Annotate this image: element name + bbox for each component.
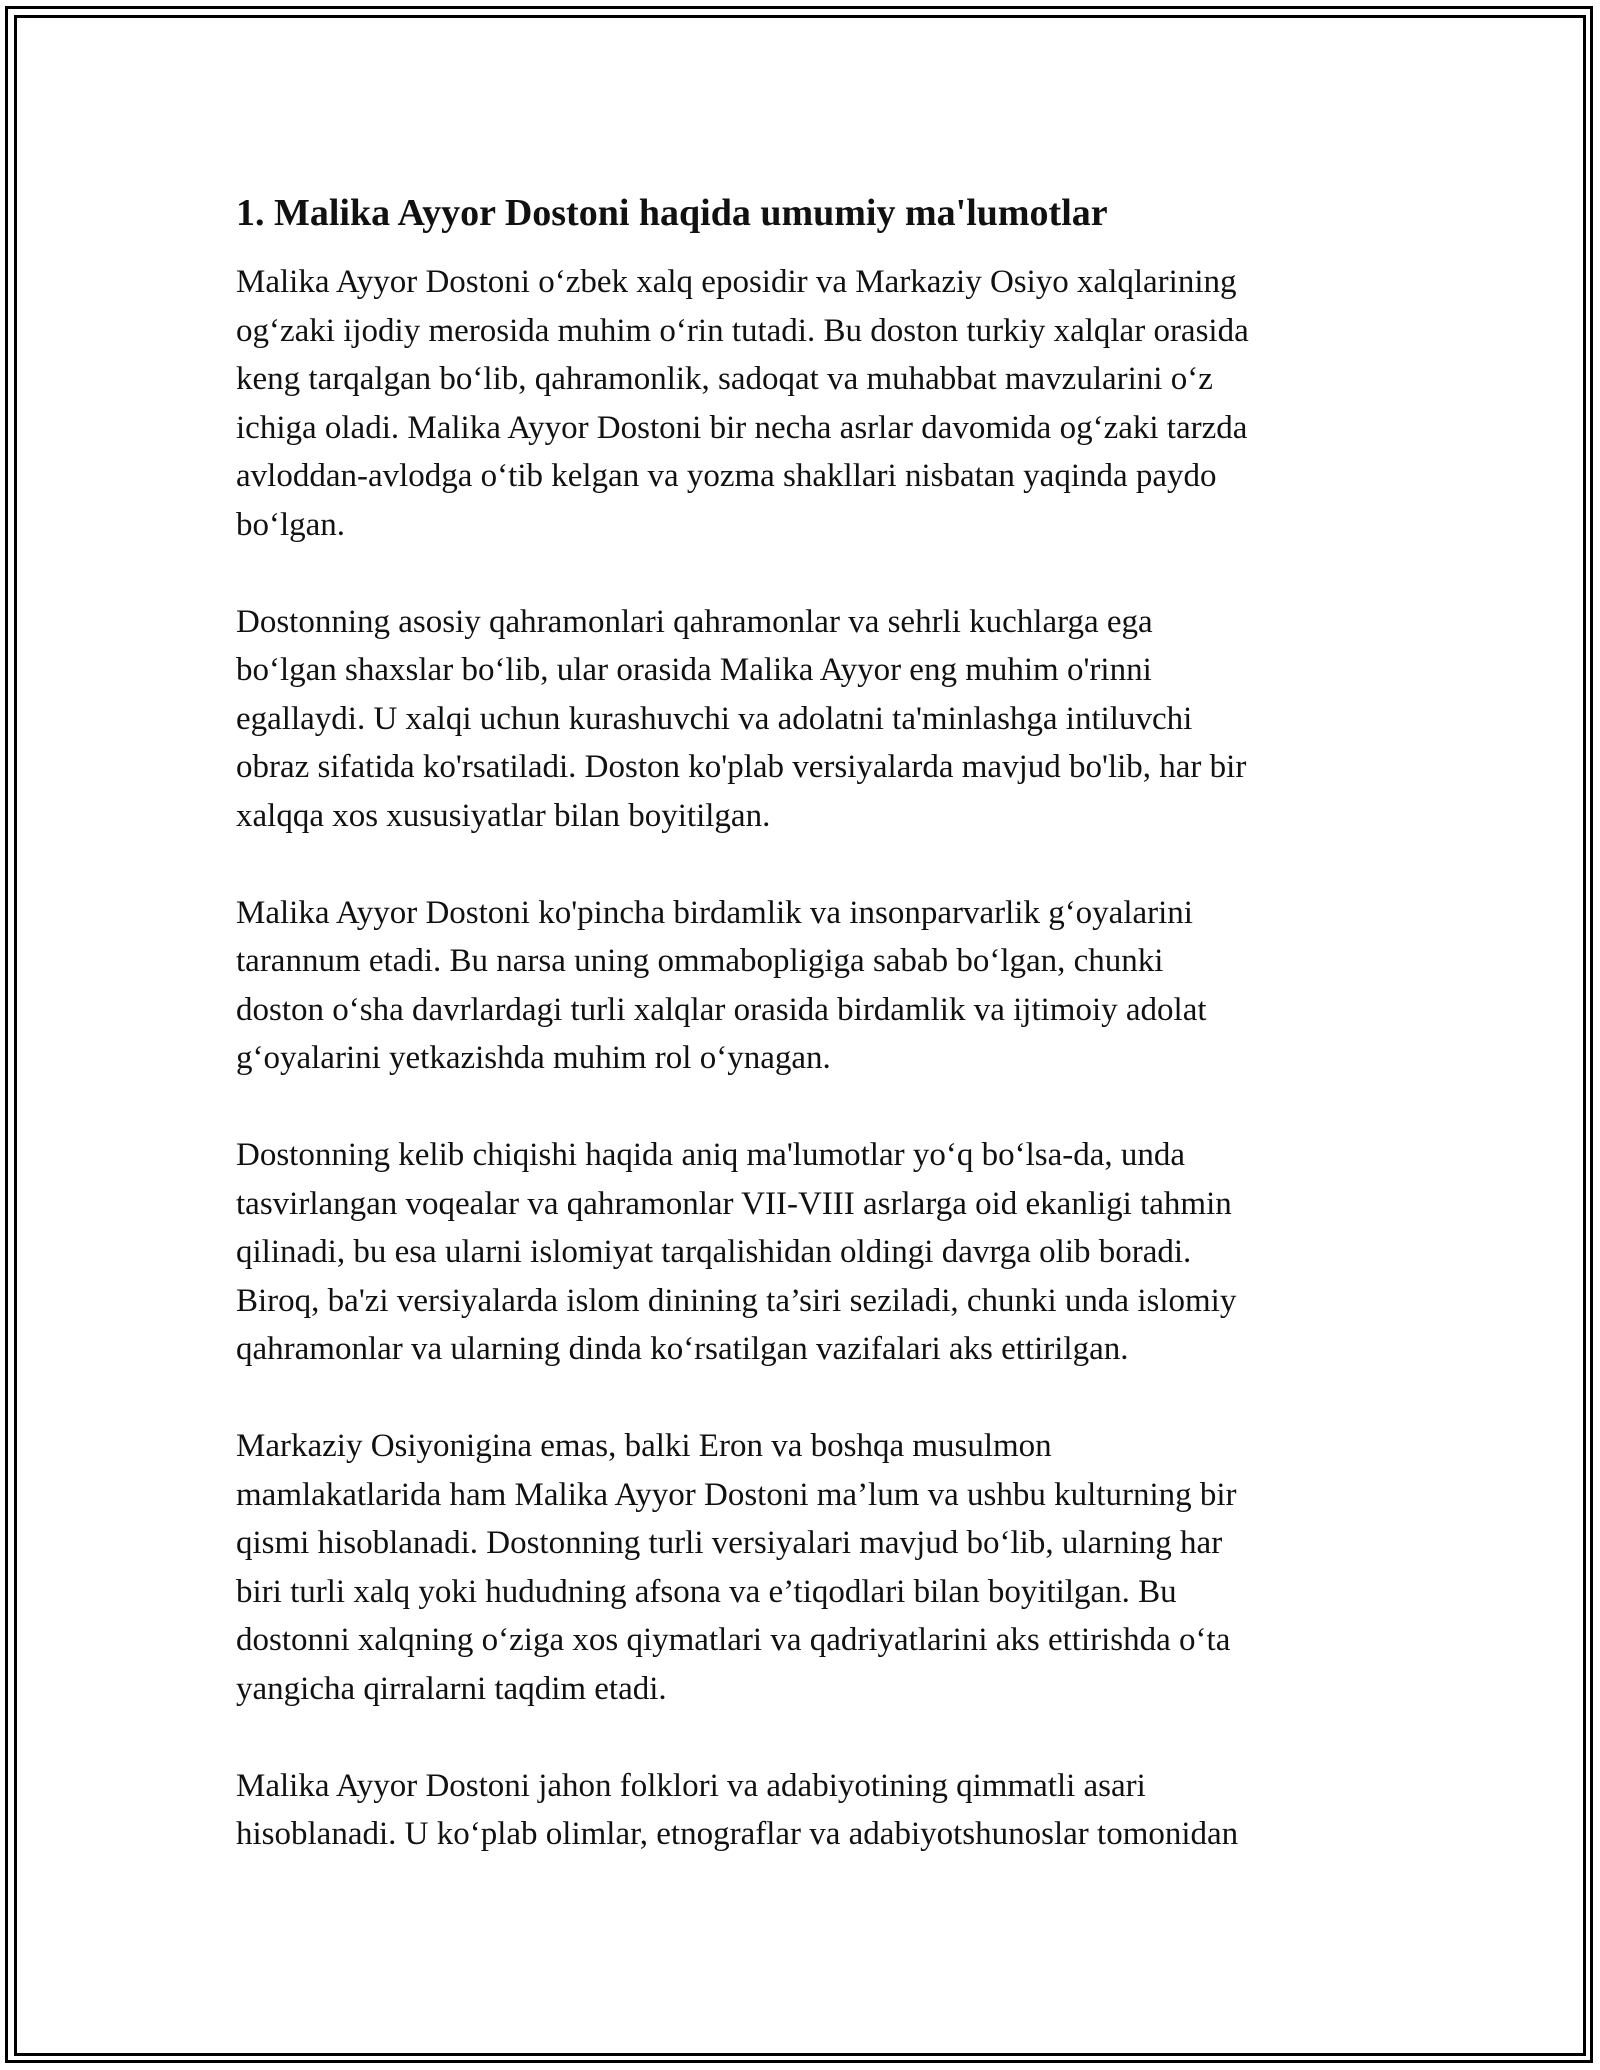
text-line: mamlakatlarida ham Malika Ayyor Dostoni ma’lum va ushbu kulturning bir [236,1476,1237,1513]
paragraph [236,1422,1376,1713]
text-line: hisoblanadi. U ko‘plab olimlar, etnograflar va adabiyotshunoslar tomonidan [236,1816,1239,1852]
text-line: Malika Ayyor Dostoni o‘zbek xalq eposidir va Markaziy Osiyo xalqlarining [236,264,1237,300]
text-line: avloddan-avlodga o‘tib kelgan va yozma shakllari nisbatan yaqinda paydo [236,458,1217,494]
text-line: Dostonning kelib chiqishi haqida aniq ma'lumotlar yo‘q bo‘lsa-da, unda [236,1137,1186,1173]
text-line: ichiga oladi. Malika Ayyor Dostoni bir necha asrlar davomida og‘zaki tarzda [236,409,1248,446]
text-line: g‘oyalarini yetkazishda muhim rol o‘ynagan. [236,1040,831,1076]
text-line: Markaziy Osiyonigina emas, balki Eron va boshqa musulmon [236,1428,1052,1464]
text-line: egallaydi. U xalqi uchun kurashuvchi va adolatni ta'minlashga intiluvchi [236,700,1193,737]
text-line: og‘zaki ijodiy merosida muhim o‘rin tutadi. Bu doston turkiy xalqlar orasida [236,312,1249,349]
text-line: Biroq, ba'zi versiyalarda islom dinining ta’siri seziladi, chunki unda islomiy [236,1282,1237,1319]
text-line: Malika Ayyor Dostoni ko'pincha birdamlik va insonparvarlik g‘oyalarini [236,894,1193,931]
text-line: obraz sifatida ko'rsatiladi. Doston ko'plab versiyalarda mavjud bo'lib, har bir [236,749,1247,785]
text-line: bo‘lgan shaxslar bo‘lib, ular orasida Malika Ayyor eng muhim o'rinni [236,652,1152,688]
paragraph [236,598,1376,841]
document-body [236,188,1376,1907]
text-line: qilinadi, bu esa ularni islomiyat tarqalishidan oldingi davrga olib boradi. [236,1234,1192,1270]
text-line: Dostonning asosiy qahramonlari qahramonlar va sehrli kuchlarga ega [236,603,1153,640]
text-line: tarannum etadi. Bu narsa uning ommabopligiga sabab bo‘lgan, chunki [236,943,1164,979]
section-heading: 1. Malika Ayyor Dostoni haqida umumiy ma'lumotlar [236,192,1108,234]
paragraph [236,258,1376,549]
paragraph [236,1762,1376,1859]
text-line: keng tarqalgan bo‘lib, qahramonlik, sadoqat va muhabbat mavzularini o‘z [236,361,1213,397]
text-line: tasvirlangan voqealar va qahramonlar VII-VIII asrlarga oid ekanligi tahmin [236,1185,1232,1222]
text-line: dostonni xalqning o‘ziga xos qiymatlari va qadriyatlarini aks ettirishda o‘ta [236,1622,1231,1658]
text-line: biri turli xalq yoki hududning afsona va e’tiqodlari bilan boyitilgan. Bu [236,1573,1177,1610]
paragraph [236,889,1376,1083]
paragraph-list [236,258,1376,1859]
text-line: qismi hisoblanadi. Dostonning turli versiyalari mavjud bo‘lib, ularning har [236,1525,1223,1561]
paragraph [236,1131,1376,1374]
text-line: Malika Ayyor Dostoni jahon folklori va adabiyotining qimmatli asari [236,1767,1146,1804]
text-line: qahramonlar va ularning dinda ko‘rsatilgan vazifalari aks ettirilgan. [236,1331,1129,1367]
text-line: xalqqa xos xususiyatlar bilan boyitilgan. [236,797,771,834]
text-line: yangicha qirralarni taqdim etadi. [236,1670,667,1707]
text-line: bo‘lgan. [236,506,346,543]
text-line: doston o‘sha davrlardagi turli xalqlar orasida birdamlik va ijtimoiy adolat [236,991,1207,1028]
